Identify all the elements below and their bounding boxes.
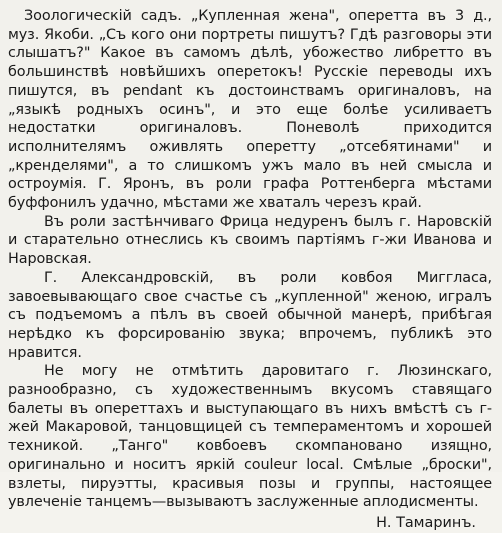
review-paragraph-1: Зоологическій садъ. „Купленная жена", оперетта въ 3 д., муз. Якоби. „Съ кого они портреты пишутъ? Гдѣ разговоры эти слышатъ?" Какое въ самомъ дѣлѣ, убожество либретто въ большинствѣ новѣйшихъ оперетокъ! Русскіе переводы ихъ пишутся, въ pendant къ достоинствамъ оригиналовъ, на „языкѣ родныхъ осинъ", и это еще болѣе усиливаетъ недостатки оригиналовъ. Поневолѣ приходится исполнителямъ оживлять оперетту „отсебятинами" и „кренделями", а то слишкомъ ужъ мало въ ней смысла и остроумія. Г. Яронъ, въ роли графа Роттенберга мѣстами буффонилъ удачно, мѣстами же хваталъ черезъ край. [8,8,492,212]
author-signature: Н. Тамаринъ. [376,514,476,531]
review-paragraph-4: Не могу не отмѣтить даровитаго г. Люзинскаго, разнообразно, съ художественнымъ вкусомъ ставящаго балеты въ опереттахъ и выступающаго въ нихъ вмѣстѣ съ г-жей Макаровой, танцовщицей съ темпераментомъ и хорошей техникой. „Танго" ковбоевъ скомпановано изящно, оригинально и носитъ яркій couleur local. Смѣлые „броски", взлеты, пируэтты, красивыя позы и группы, настоящее увлеченіе танцемъ—вызываютъ заслуженные аплодисменты. [8,363,492,511]
review-paragraph-2: Въ роли застѣнчиваго Фрица недуренъ былъ г. Наровскій и старательно отнеслись къ своимъ партіямъ г-жи Иванова и Наровская. [8,213,492,268]
review-paragraph-3: Г. Александровскій, въ роли ковбоя Мигглаcа, завоевывающаго свое счастье съ „купленной" женою, игралъ съ подъемомъ а пѣлъ въ своей обычной манерѣ, прибѣгая нерѣдко къ форсированію звука; впрочемъ, публикѣ это нравится. [8,269,492,361]
